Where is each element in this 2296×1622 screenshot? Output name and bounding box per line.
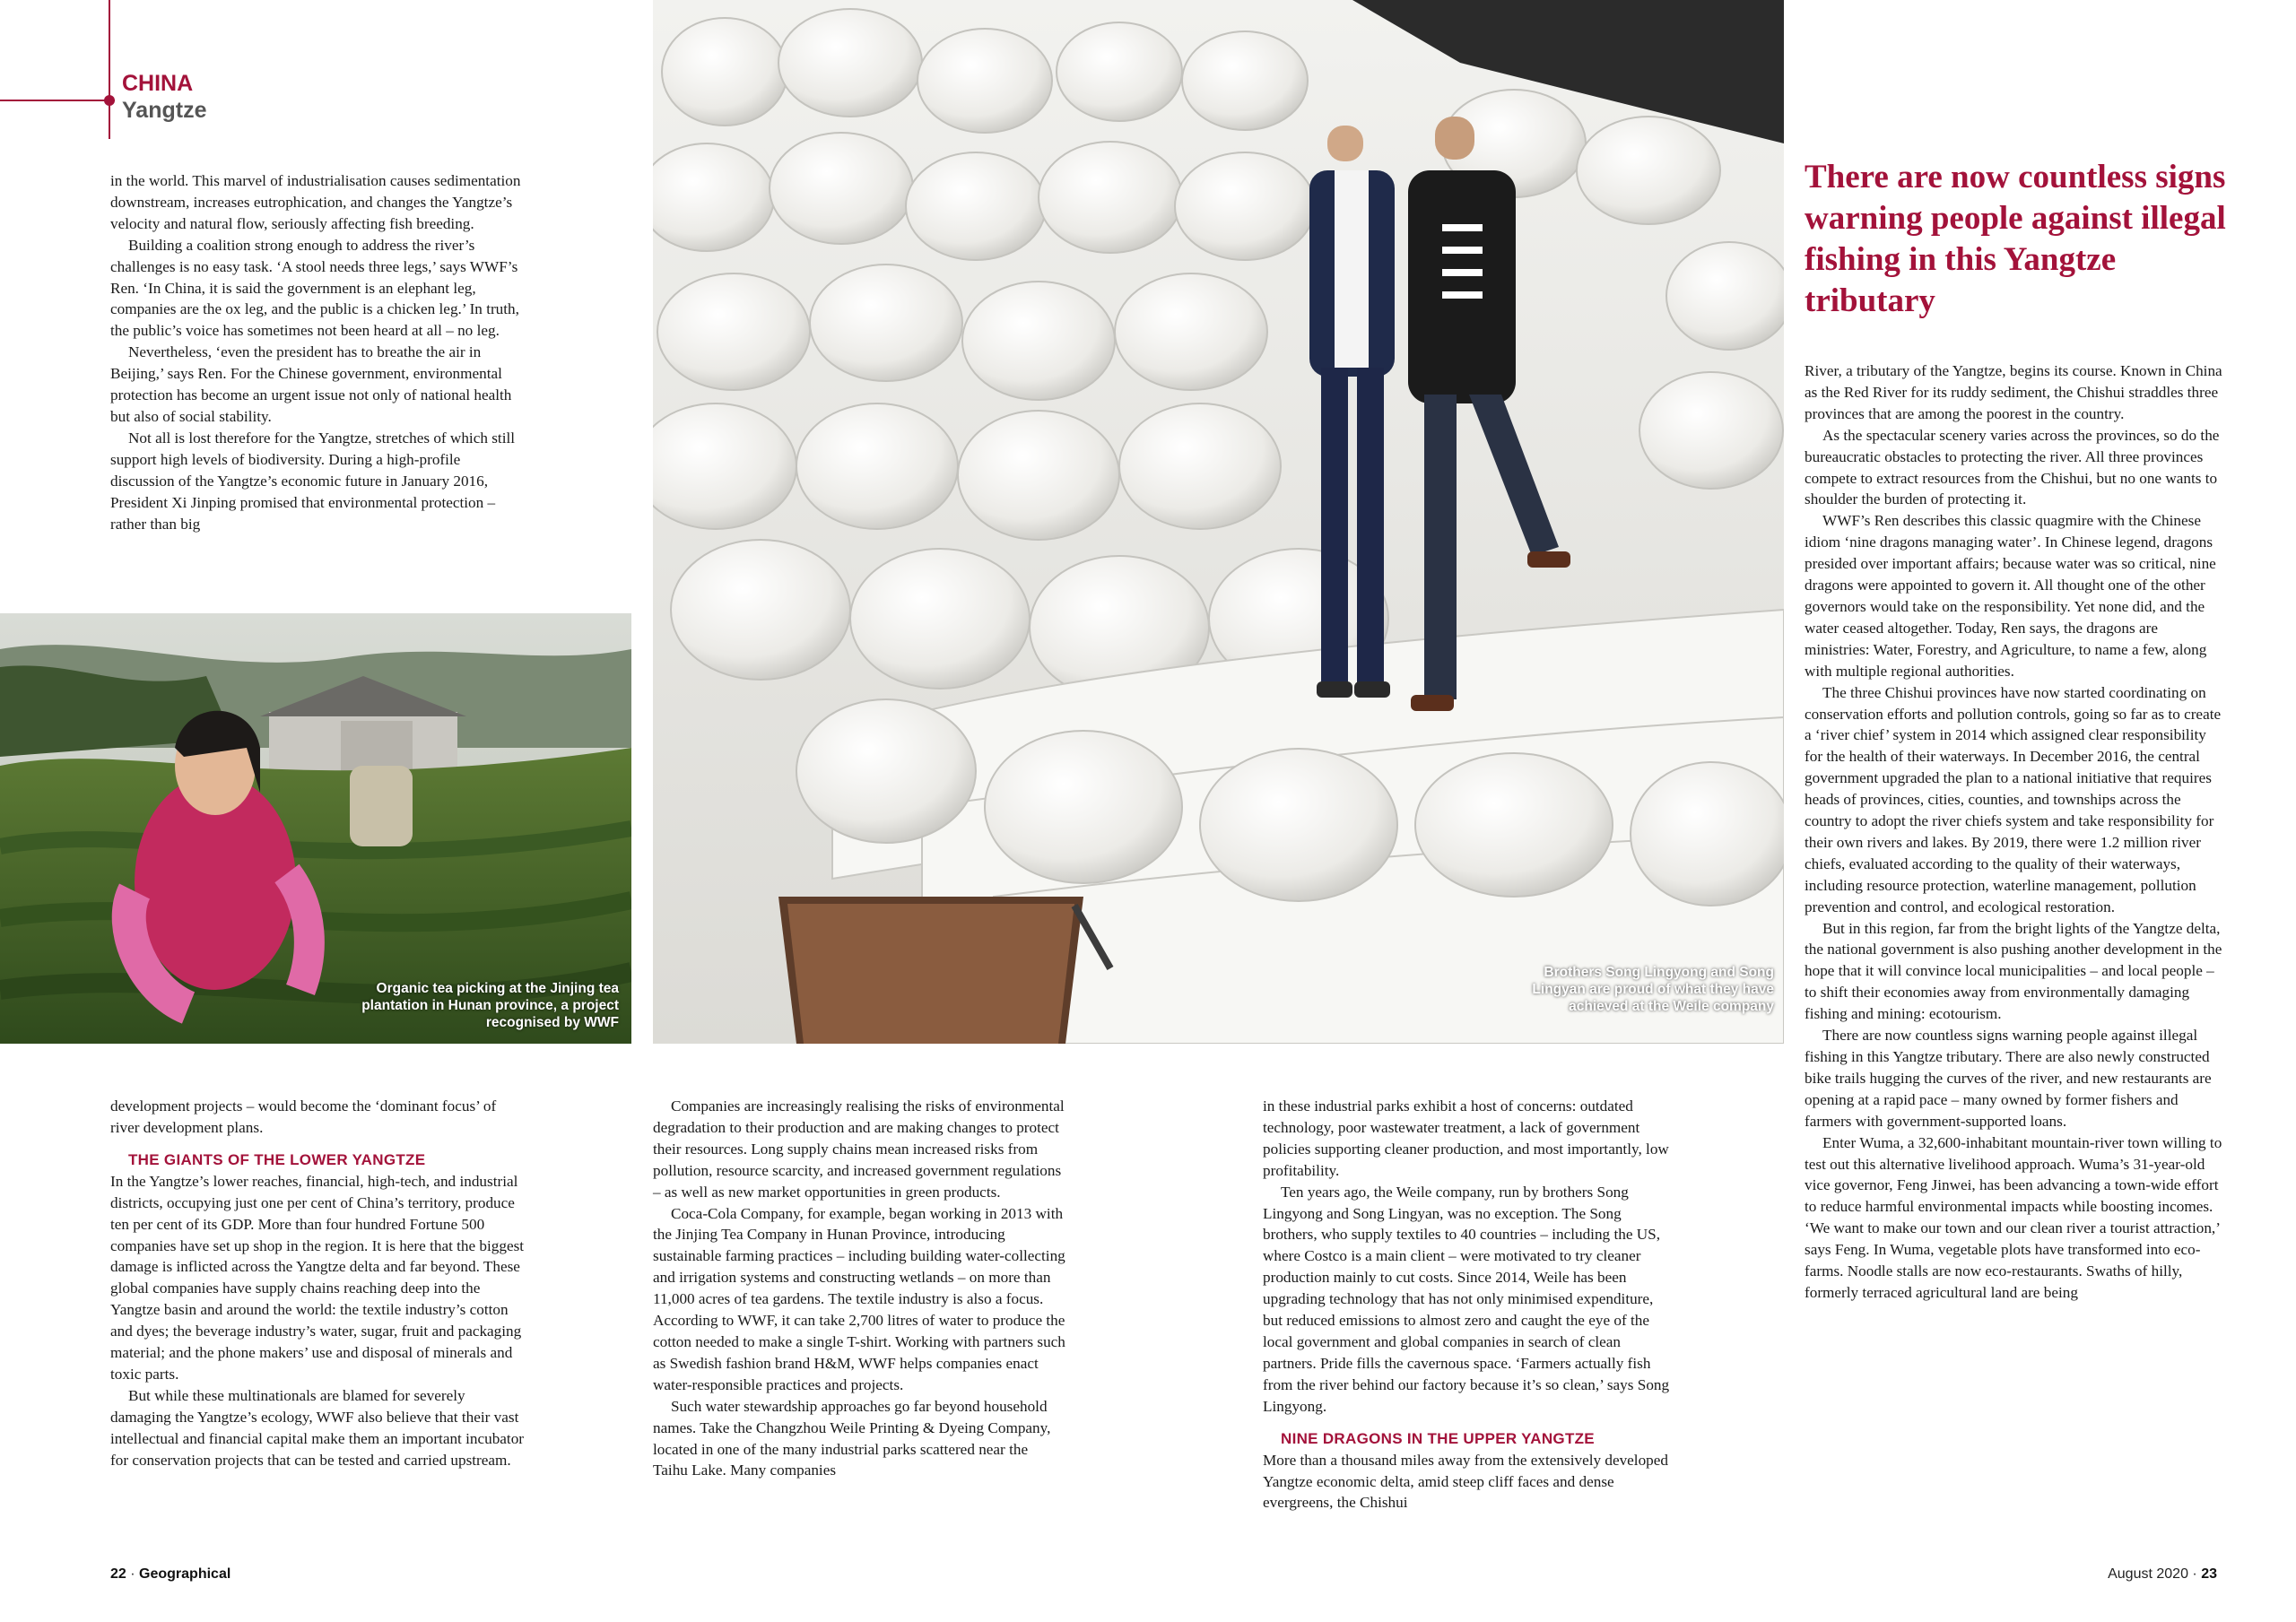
footer-separator: ·: [130, 1566, 135, 1582]
column-2: [653, 1096, 1065, 1481]
paragraph: Such water stewardship approaches go far beyond household names. Take the Changzhou Weile Printing & Dyeing Company, located in one of the many industrial parks scattered near the Taihu Lake. Many companies: [653, 1397, 1051, 1479]
column-1-bottom: [110, 1096, 525, 1471]
paragraph: But while these multinationals are blamed for severely damaging the Yangtze’s ecology, WWF also believe that their vast intellectual and financial capital make them an important incubator for conservation projects that can be tested and carried upstream.: [110, 1386, 525, 1469]
paragraph: River, a tributary of the Yangtze, begins its course. Known in China as the Red River for its ruddy sediment, the Chishui straddles three provinces that are among the poorest in the country.: [1805, 362, 2222, 422]
paragraph: The three Chishui provinces have now started coordinating on conservation efforts and pollution controls, going so far as to create a ‘river chief’ system in 2014 which assigned clear responsibility for the health of their waterways. In December 2016, the central government upgraded the plan to a national initiative that requires heads of provinces, cities, counties, and townships across the country to adopt the river chiefs system and take responsibility for their own rivers and lakes. By 2019, there were 1.2 million river chiefs, evaluated according to the quality of their waterways, including resource protection, waterline management, pollution prevention and control, and ecological restoration.: [1805, 683, 2222, 915]
column-3: [1263, 1096, 1675, 1514]
tea-picking-photo: [0, 613, 631, 1044]
pull-quote: [1805, 157, 2226, 322]
paragraph: Building a coalition strong enough to address the river’s challenges is no easy task. ‘A stool needs three legs,’ says WWF’s Ren. ‘In China, it is said the government is an elephant leg, companies are the ox leg, and the public is a chicken leg.’ In truth, the public’s voice has sometimes not been heard at all – no leg.: [110, 236, 519, 340]
section-header-vertical-rule: [109, 0, 110, 139]
paragraph: in these industrial parks exhibit a host of concerns: outdated technology, poor wastewater treatment, a lack of government policies supporting cleaner production, and most importantly, low profitability.: [1263, 1097, 1669, 1179]
column-1-top: [110, 170, 525, 534]
paragraph: development projects – would become the ‘dominant focus’ of river development plans.: [110, 1097, 497, 1136]
pull-quote-text: There are now countless signs warning people against illegal fishing in this Yangtze tributary: [1805, 159, 2226, 319]
footer-left: [110, 1566, 230, 1583]
textile-photo-caption-wrap: [1523, 964, 1774, 1015]
paragraph: Nevertheless, ‘even the president has to breathe the air in Beijing,’ says Ren. For the Chinese government, environmental protection has become an urgent issue not only of national health but also of social stability.: [110, 343, 512, 425]
left-page-number: 22: [110, 1566, 126, 1582]
paragraph: Not all is lost therefore for the Yangtze, stretches of which still support high levels of biodiversity. During a high-profile discussion of the Yangtze’s economic future in January 2016, President Xi Jinping promised that environmental protection – rather than big: [110, 429, 516, 533]
paragraph: Ten years ago, the Weile company, run by brothers Song Lingyong and Song Lingyan, was no exception. The Song brothers, who supply textiles to 40 countries – including the US, where Costco is a main client – were motivated to try cleaner production mainly to cut costs. Since 2014, Weile has been upgrading technology that has not only minimised expenditure, but reduced emissions to almost zero and caught the eye of the local government and global companies in search of clean partners. Pride fills the cavernous space. ‘Farmers actually fish from the river behind our factory because it’s so clean,’ says Song Lingyong.: [1263, 1183, 1670, 1415]
textile-warehouse-photo: [653, 0, 1784, 1044]
paragraph: As the spectacular scenery varies across the provinces, so do the bureaucratic obstacles to protecting the river. All three provinces compete to extract resources from the Chishui, but no one wants to shoulder the burden of protecting it.: [1805, 426, 2220, 508]
section-header: [122, 70, 206, 124]
tea-photo-caption: Organic tea picking at the Jinjing tea plantation in Hunan province, a project recognised by WWF: [361, 981, 619, 1030]
paragraph: More than a thousand miles away from the extensively developed Yangtze economic delta, amid steep cliff faces and dense evergreens, the Chishui: [1263, 1451, 1668, 1512]
paragraph: But in this region, far from the bright lights of the Yangtze delta, the national government is also pushing another development in the hope that it will convince local municipalities – and local people – to shift their economies away from environmentally damaging fishing and mining: ecotourism.: [1805, 919, 2222, 1023]
footer-separator: ·: [2192, 1566, 2197, 1582]
column-4: [1805, 360, 2226, 1304]
section-header-rule: [0, 100, 115, 101]
textile-photo-caption: Brothers Song Lingyong and Song Lingyan are proud of what they have achieved at the Weile company: [1532, 965, 1774, 1014]
paragraph: Coca-Cola Company, for example, began working in 2013 with the Jinjing Tea Company in Hunan Province, introducing sustainable farming practices – including building water-collecting and irrigation systems and constructing wetlands – on more than 11,000 acres of tea gardens. The textile industry is also a focus. According to WWF, it can take 2,700 litres of water to produce the cotton needed to make a single T-shirt. Working with partners such as Swedish fashion brand H&M, WWF helps companies enact water-responsible practices and projects.: [653, 1204, 1065, 1393]
paragraph: Enter Wuma, a 32,600-inhabitant mountain-river town willing to test out this alternative livelihood approach. Wuma’s 31-year-old vice governor, Feng Jinwei, has been advancing a town-wide effort to reduce harmful environmental impacts while boosting incomes. ‘We want to make our town and our clean river a tourist attraction,’ says Feng. In Wuma, vegetable plots have transformed into eco-farms. Noodle stalls are now eco-restaurants. Swaths of hilly, formerly terraced agricultural land are being: [1805, 1133, 2222, 1301]
footer-right: [2108, 1566, 2217, 1583]
tea-photo-caption-wrap: [359, 980, 619, 1031]
textile-photo-illustration: [653, 0, 1784, 1044]
subsection-label: Yangtze: [122, 98, 207, 123]
issue-date: August 2020: [2108, 1566, 2188, 1582]
magazine-name: Geographical: [139, 1566, 231, 1582]
paragraph: There are now countless signs warning people against illegal fishing in this Yangtze tributary. There are also newly constructed bike trails hugging the curves of the river, and new restaurants are opening at a rapid pace – many owned by former fishers and farmers with government-supported loans.: [1805, 1027, 2212, 1130]
right-page-number: 23: [2201, 1566, 2217, 1582]
paragraph: Companies are increasingly realising the risks of environmental degradation to their production and are making changes to protect their resources. Long supply chains mean increased risks from pollution, resource scarcity, and increased government regulations – as well as new market opportunities in green products.: [653, 1097, 1065, 1201]
section-header-dot: [104, 95, 115, 106]
subhead-upper-yangtze: NINE DRAGONS IN THE UPPER YANGTZE: [1281, 1429, 1595, 1447]
tea-photo-illustration: [0, 613, 631, 1044]
section-label: CHINA: [122, 71, 194, 96]
subhead-lower-yangtze: THE GIANTS OF THE LOWER YANGTZE: [128, 1150, 426, 1168]
paragraph: WWF’s Ren describes this classic quagmire with the Chinese idiom ‘nine dragons managing water’. In Chinese legend, dragons presided over important affairs; because water was so critical, nine dragons were appointed to govern it. All thought one of the other governors would take on the responsibility. Yet none did, and the water ceased altogether. Today, Ren says, the dragons are ministries: Water, Forestry, and Agriculture, to name a few, along with multiple regional authorities.: [1805, 512, 2216, 680]
paragraph: In the Yangtze’s lower reaches, financial, high-tech, and industrial districts, occupying just one per cent of China’s territory, produce ten per cent of its GDP. More than four hundred Fortune 500 companies have set up shop in the region. It is here that the biggest damage is inflicted across the Yangtze delta and far beyond. These global companies have supply chains reaching deep into the Yangtze basin and around the world: the textile industry’s cotton and dyes; the beverage industry’s water, sugar, fruit and packaging material; and the phone makers’ use and disposal of minerals and toxic parts.: [110, 1172, 525, 1383]
paragraph: in the world. This marvel of industrialisation causes sedimentation downstream, increases eutrophication, and changes the Yangtze’s velocity and natural flow, seriously affecting fish breeding.: [110, 172, 521, 232]
